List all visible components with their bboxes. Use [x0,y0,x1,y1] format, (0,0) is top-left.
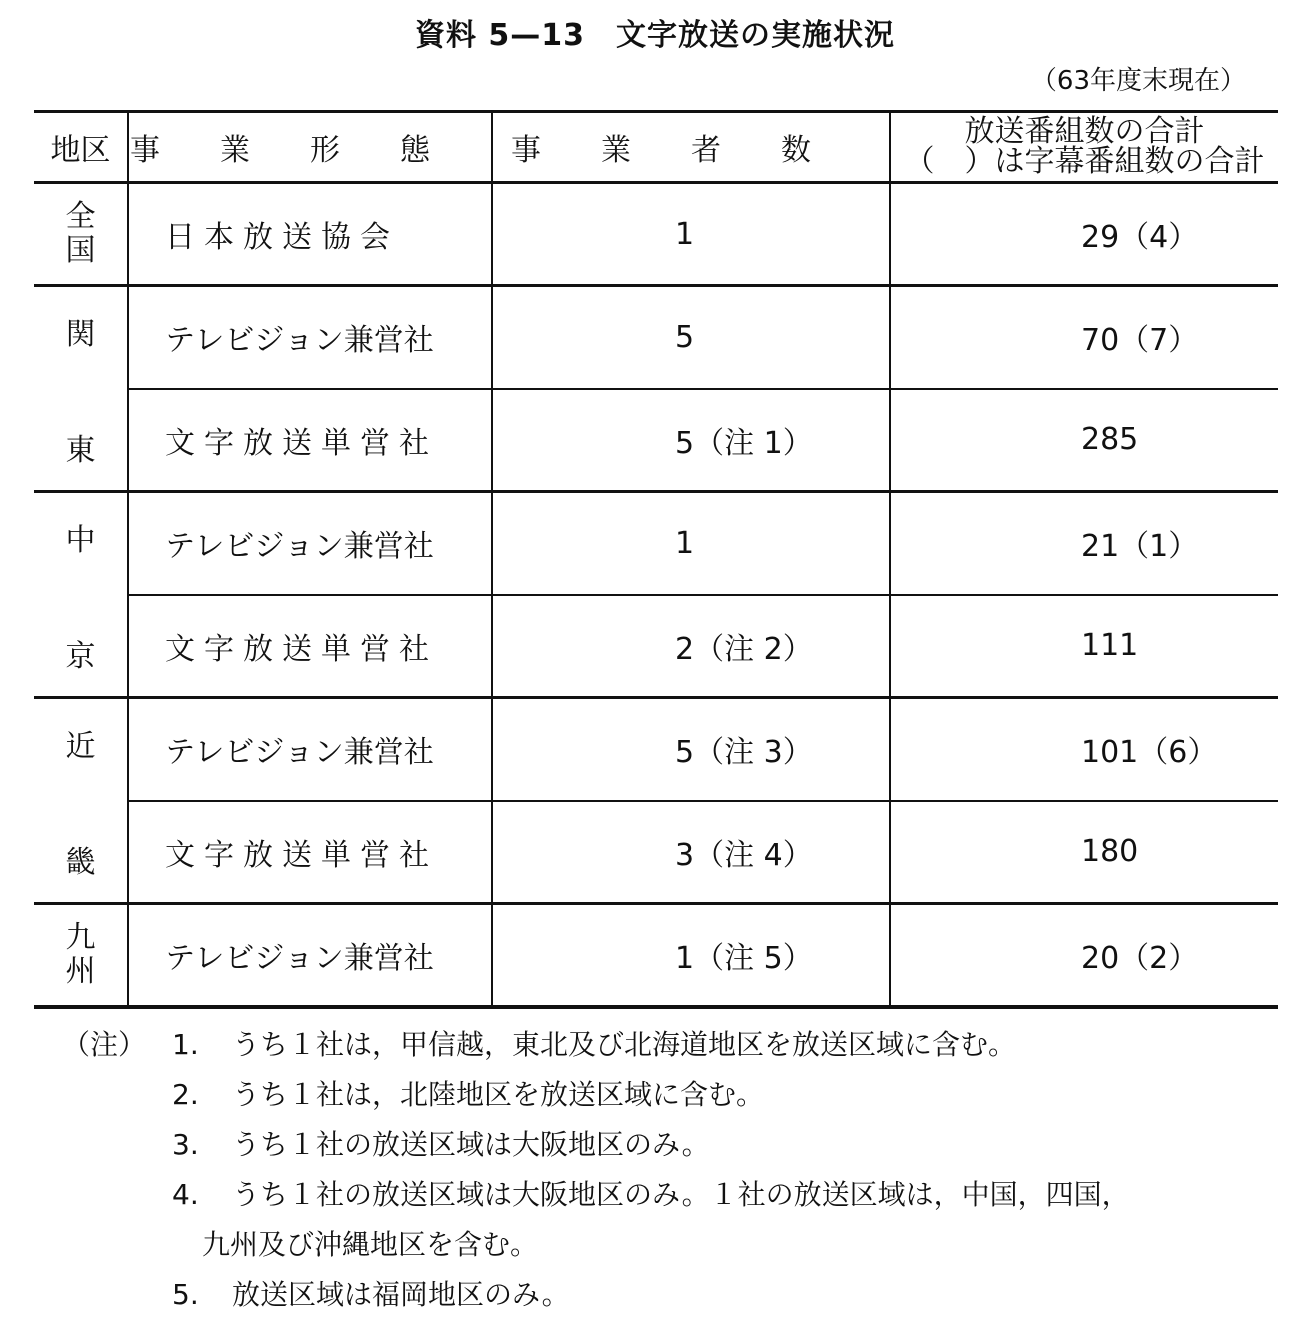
as-of-date: （63年度末現在） [1030,66,1246,96]
programs-cell: 111 [890,595,1278,698]
operators-cell: 1（注 5） [492,904,890,1007]
document-title: 資料 5—13 文字放送の実施状況 [414,18,896,53]
business-form-cell: 日本放送協会 [128,183,492,286]
note-number: 3. [172,1128,199,1161]
note-text: うち１社の放送区域は大阪地区のみ。 [232,1128,710,1161]
table-row [34,183,1278,286]
header-programs-line1: 放送番組数の合計 [964,114,1205,149]
operators-cell: 2（注 2） [492,595,890,698]
programs-cell: 101（6） [890,698,1278,801]
operators-cell: 1 [492,492,890,595]
table-row [34,286,1278,389]
programs-cell: 20（2） [890,904,1278,1007]
table-row [34,389,1278,492]
broadcast-table [34,110,1278,1009]
region-name-bottom: 京 [65,638,96,674]
region-name-bottom: 東 [65,432,96,468]
note-item [62,1170,1282,1220]
operators-cell: 3（注 4） [492,801,890,904]
header-programs-line2: （ ）は字幕番組数の合計 [904,144,1265,179]
table-row [34,801,1278,904]
note-text: 放送区域は福岡地区のみ。 [232,1278,570,1311]
header-region: 地区 [34,112,128,183]
programs-cell: 180 [890,801,1278,904]
business-form-cell: 文字放送単営社 [128,595,492,698]
business-form-cell: テレビジョン兼営社 [128,492,492,595]
business-form-cell: テレビジョン兼営社 [128,286,492,389]
header-business-form [128,112,492,183]
programs-cell: 285 [890,389,1278,492]
header-row [34,112,1278,183]
business-form-cell: テレビジョン兼営社 [128,698,492,801]
region-cell [34,183,128,286]
operators-cell: 5（注 3） [492,698,890,801]
table-row [34,492,1278,595]
region-name-top: 近 [65,728,96,764]
programs-cell: 29（4） [890,183,1278,286]
region-name-top: 全 [65,199,96,234]
note-number: 2. [172,1078,199,1111]
note-number: 4. [172,1178,199,1211]
note-text: うち１社の放送区域は大阪地区のみ。１社の放送区域は，中国，四国， [232,1178,1130,1211]
note-number: 5. [172,1278,199,1311]
header-operators [492,112,890,183]
note-text: うち１社は，甲信越，東北及び北海道地区を放送区域に含む。 [232,1028,1017,1061]
table-row [34,904,1278,1007]
header-business-form-label: 事業形態 [130,133,490,168]
region-cell [34,492,128,698]
operators-cell: 1 [492,183,890,286]
region-name-bottom: 畿 [65,844,96,880]
programs-cell: 70（7） [890,286,1278,389]
business-form-cell: 文字放送単営社 [128,801,492,904]
note-item-continuation [62,1220,1282,1270]
region-name-top: 中 [65,522,96,558]
note-number: 1. [172,1028,199,1061]
region-cell [34,904,128,1007]
note-text-continuation: 九州及び沖縄地区を含む。 [202,1228,539,1261]
header-programs [890,112,1278,183]
business-form-cell: テレビジョン兼営社 [128,904,492,1007]
region-name-bottom: 国 [65,233,96,268]
notes-label: （注） [62,1028,147,1061]
operators-cell: 5（注 1） [492,389,890,492]
region-name-bottom: 州 [65,953,96,989]
region-cell [34,286,128,492]
note-item [62,1070,1282,1120]
operators-cell: 5 [492,286,890,389]
note-text: うち１社は，北陸地区を放送区域に含む。 [232,1078,765,1111]
note-item [62,1020,1282,1070]
header-operators-label: 事業者数 [511,133,871,168]
table-row [34,595,1278,698]
programs-cell: 21（1） [890,492,1278,595]
table-row [34,698,1278,801]
business-form-cell: 文字放送単営社 [128,389,492,492]
region-cell [34,698,128,904]
note-item [62,1270,1282,1320]
region-name-top: 関 [65,316,96,352]
notes-section [62,1020,1282,1320]
region-name-top: 九 [65,919,96,955]
note-item [62,1120,1282,1170]
